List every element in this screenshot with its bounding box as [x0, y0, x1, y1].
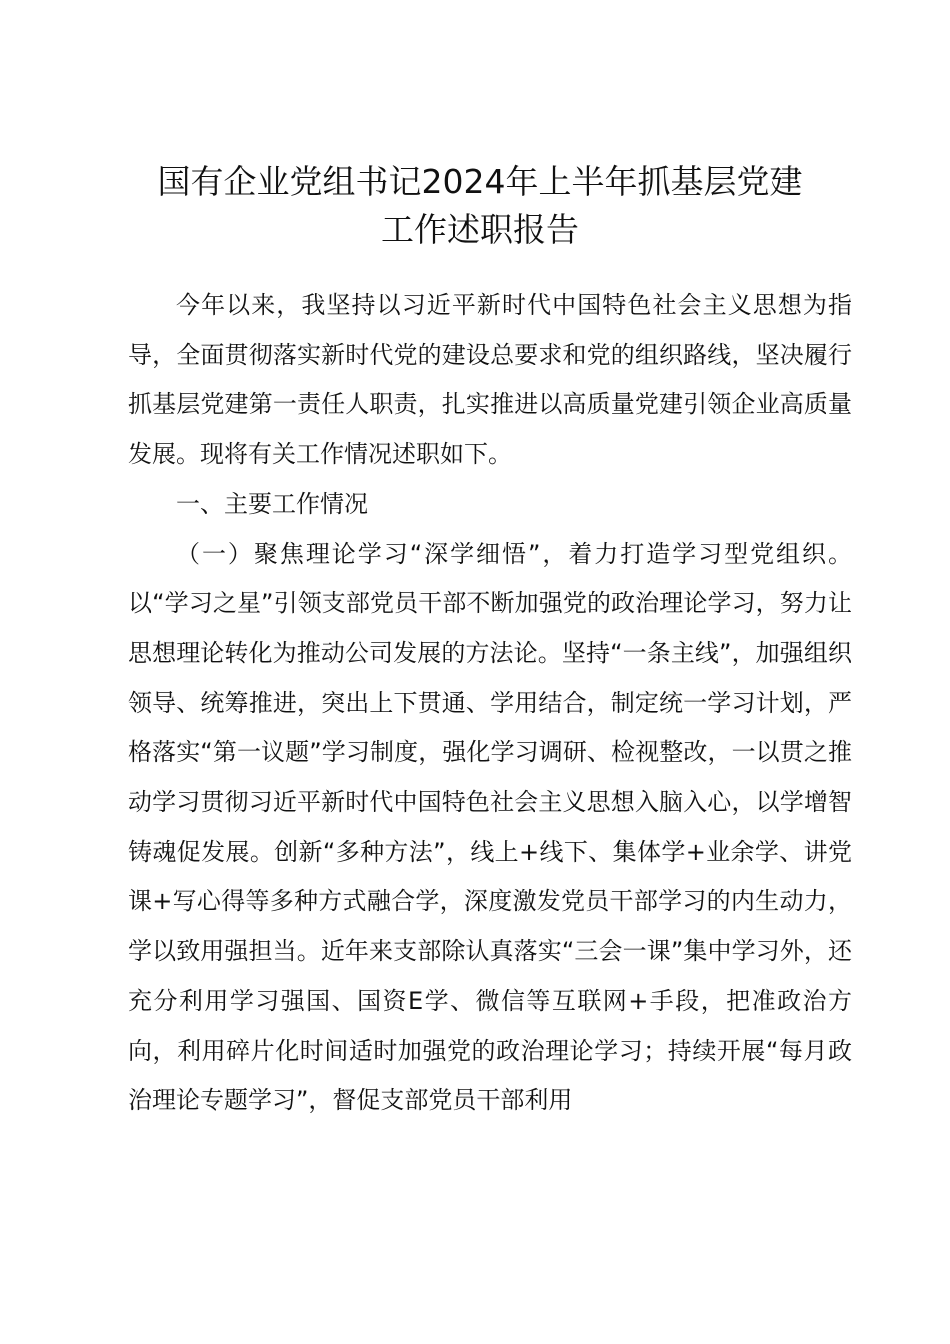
document-title	[110, 158, 850, 254]
document-title-line-1: 国有企业党组书记2024年上半年抓基层党建	[157, 162, 803, 201]
body-paragraph: （一）聚焦理论学习“深学细悟”，着力打造学习型党组织。以“学习之星”引领支部党员干部不断加强党的政治理论学习，努力让思想理论转化为推动公司发展的方法论。坚持“一条主线”，加强组织领导、统筹推进，突出上下贯通、学用结合，制定统一学习计划，严格落实“第一议题”学习制度，强化学习调研、检视整改，一以贯之推动学习贯彻习近平新时代中国特色社会主义思想入脑入心，以学增智铸魂促发展。创新“多种方法”，线上+线下、集体学+业余学、讲党课+写心得等多种方式融合学，深度激发党员干部学习的内生动力，学以致用强担当。近年来支部除认真落实“三会一课”集中学习外，还充分利用学习强国、国资E学、微信等互联网+手段，把准政治方向，利用碎片化时间适时加强党的政治理论学习；持续开展“每月政治理论专题学习”，督促支部党员干部利用	[128, 539, 852, 1115]
document-body	[128, 281, 852, 1126]
intro-paragraph: 今年以来，我坚持以习近平新时代中国特色社会主义思想为指导，全面贯彻落实新时代党的建设总要求和党的组织路线，坚决履行抓基层党建第一责任人职责，扎实推进以高质量党建引领企业高质量发展。现将有关工作情况述职如下。	[128, 291, 852, 469]
section-heading: 一、主要工作情况	[176, 489, 368, 518]
document-title-line-2: 工作述职报告	[381, 210, 579, 249]
